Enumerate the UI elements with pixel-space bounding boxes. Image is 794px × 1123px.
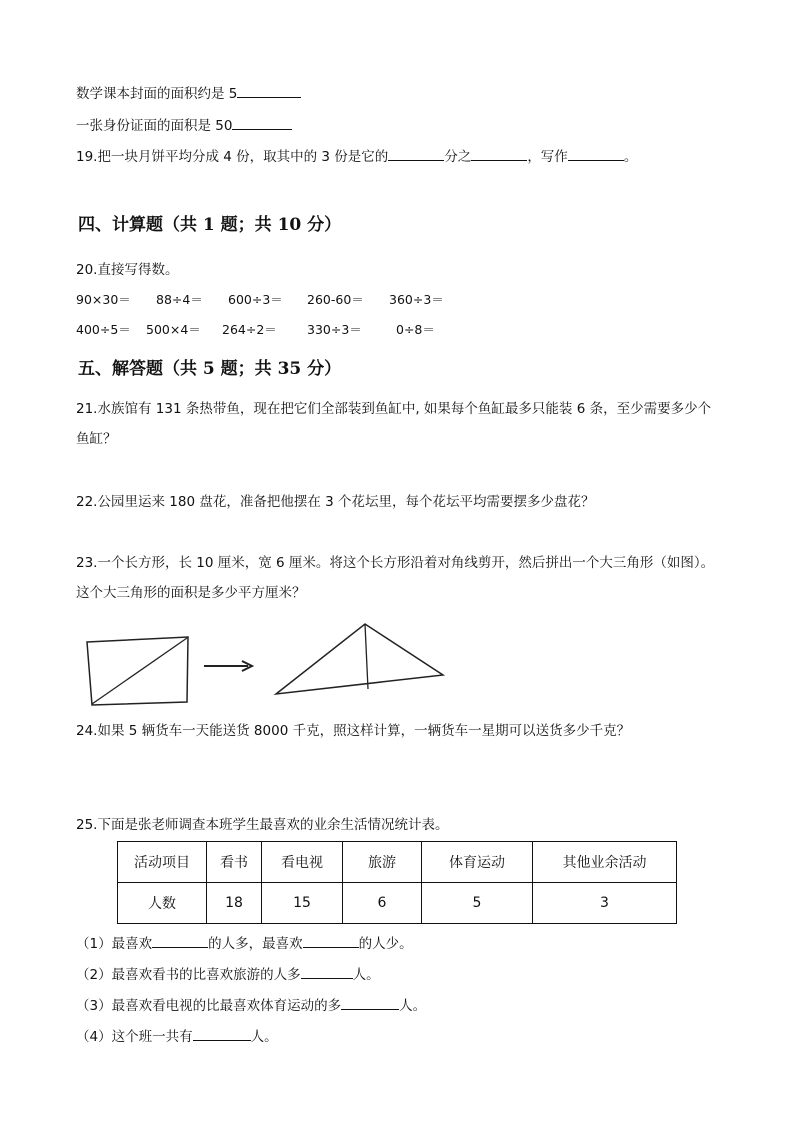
id-card-area-text: 一张身份证面的面积是 50 bbox=[76, 118, 233, 134]
answer-blank[interactable] bbox=[388, 146, 444, 161]
question-23: 23.一个长方形，长 10 厘米，宽 6 厘米。将这个长方形沿着对角线剪开，然后拼出一个大三角形（如图）。这个大三角形的面积是多少平方厘米？ bbox=[76, 555, 715, 601]
question-19 bbox=[76, 145, 637, 165]
q19-text-b: 分之 bbox=[444, 149, 472, 165]
answer-blank[interactable] bbox=[303, 933, 359, 948]
calc-item: 600÷3＝ bbox=[228, 292, 283, 307]
answer-blank[interactable] bbox=[341, 995, 399, 1010]
question-21: 21.水族馆有 131 条热带鱼，现在把它们全部装到鱼缸中, 如果每个鱼缸最多只能装 6 条，至少需要多少个鱼缸？ bbox=[76, 401, 712, 447]
section-5-heading: 五、解答题（共 5 题；共 35 分） bbox=[78, 359, 342, 379]
calc-item: 88÷4＝ bbox=[156, 292, 203, 307]
table-row-label: 人数 bbox=[118, 883, 207, 924]
answer-blank[interactable] bbox=[301, 964, 353, 979]
table-header-row bbox=[118, 842, 677, 883]
table-cell: 3 bbox=[533, 883, 677, 924]
s2-text-a: （2）最喜欢看书的比喜欢旅游的人多 bbox=[76, 967, 301, 983]
answer-blank[interactable] bbox=[471, 146, 527, 161]
calc-item: 0÷8＝ bbox=[396, 322, 435, 337]
subquestion-3 bbox=[76, 994, 426, 1014]
table-cell: 18 bbox=[207, 883, 262, 924]
answer-blank[interactable] bbox=[232, 115, 292, 130]
answer-blank[interactable] bbox=[193, 1026, 251, 1041]
table-header-cell: 看书 bbox=[207, 842, 262, 883]
s2-text-b: 人。 bbox=[352, 967, 380, 983]
answer-blank[interactable] bbox=[568, 146, 624, 161]
big-triangle-shape bbox=[276, 624, 443, 694]
table-header-cell: 活动项目 bbox=[118, 842, 207, 883]
calc-item: 260-60＝ bbox=[307, 292, 364, 307]
subquestion-2 bbox=[76, 963, 380, 983]
area-question-id-card bbox=[76, 114, 292, 134]
calc-item: 500×4＝ bbox=[146, 322, 201, 337]
question-20: 20.直接写得数。 bbox=[76, 262, 179, 278]
textbook-area-text: 数学课本封面的面积约是 5 bbox=[76, 86, 238, 102]
table-header-cell: 体育运动 bbox=[422, 842, 533, 883]
q19-text-d: 。 bbox=[623, 149, 638, 165]
calc-item: 90×30＝ bbox=[76, 292, 131, 307]
calc-item: 360÷3＝ bbox=[389, 292, 444, 307]
table-cell: 15 bbox=[262, 883, 343, 924]
area-question-textbook bbox=[76, 82, 301, 102]
rectangle-to-triangle-figure bbox=[80, 615, 460, 710]
s3-text-b: 人。 bbox=[399, 998, 427, 1014]
subquestion-4 bbox=[76, 1025, 278, 1045]
calc-row-2 bbox=[76, 320, 476, 338]
section-4-heading: 四、计算题（共 1 题；共 10 分） bbox=[78, 215, 342, 235]
answer-blank[interactable] bbox=[237, 83, 301, 98]
activity-stats-table bbox=[117, 841, 677, 924]
calc-item: 264÷2＝ bbox=[222, 322, 277, 337]
table-cell: 5 bbox=[422, 883, 533, 924]
calc-row-1 bbox=[76, 290, 476, 308]
subquestion-1 bbox=[76, 932, 413, 952]
triangle-seam-line bbox=[365, 624, 368, 689]
s1-text-c: 的人少。 bbox=[358, 936, 413, 952]
question-22: 22.公园里运来 180 盘花，准备把他摆在 3 个花坛里，每个花坛平均需要摆多少盘花？ bbox=[76, 494, 595, 510]
s4-text-a: （4）这个班一共有 bbox=[76, 1029, 193, 1045]
table-cell: 6 bbox=[343, 883, 422, 924]
answer-blank[interactable] bbox=[152, 933, 208, 948]
s1-text-a: （1）最喜欢 bbox=[76, 936, 153, 952]
s1-text-b: 的人多，最喜欢 bbox=[208, 936, 303, 952]
diagonal-cut-line bbox=[92, 638, 187, 704]
calc-item: 400÷5＝ bbox=[76, 322, 131, 337]
table-header-cell: 其他业余活动 bbox=[533, 842, 677, 883]
table-header-cell: 旅游 bbox=[343, 842, 422, 883]
table-row bbox=[118, 883, 677, 924]
question-25: 25.下面是张老师调查本班学生最喜欢的业余生活情况统计表。 bbox=[76, 817, 449, 833]
table-header-cell: 看电视 bbox=[262, 842, 343, 883]
calc-item: 330÷3＝ bbox=[307, 322, 362, 337]
q19-text-a: 19.把一块月饼平均分成 4 份，取其中的 3 份是它的 bbox=[76, 149, 389, 165]
q19-text-c: ，写作 bbox=[527, 149, 568, 165]
question-24: 24.如果 5 辆货车一天能送货 8000 千克，照这样计算，一辆货车一星期可以送货多少千克？ bbox=[76, 723, 631, 739]
s4-text-b: 人。 bbox=[250, 1029, 278, 1045]
s3-text-a: （3）最喜欢看电视的比最喜欢体育运动的多 bbox=[76, 998, 342, 1014]
